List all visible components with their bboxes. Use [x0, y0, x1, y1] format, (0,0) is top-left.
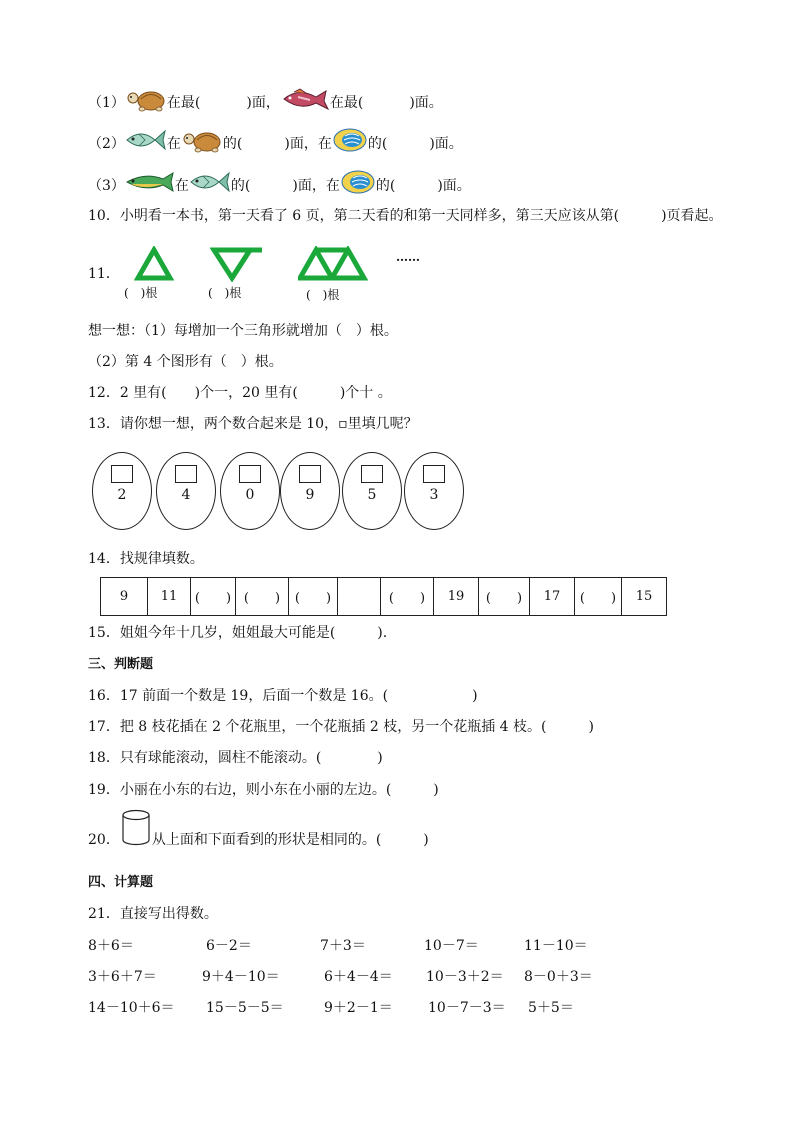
q9-line-1-num: （1）: [88, 95, 125, 111]
triangle-figure-3: [298, 246, 370, 286]
calc-item: 11－10＝: [524, 938, 588, 954]
seq-cell: 15: [622, 578, 667, 616]
q12-text: 12．2 里有( )个一，20 里有( )个十 。: [88, 385, 392, 401]
calc-item: 15－5－5＝: [206, 1000, 284, 1016]
section-3-heading: 三、判断题: [88, 657, 154, 672]
silver-fish-icon: [125, 128, 167, 160]
round-fish-icon: [332, 128, 368, 160]
q13-text: 13．请你想一想，两个数合起来是 10，▫里填几呢？: [88, 416, 418, 432]
calc-item: 3＋6＋7＝: [88, 969, 157, 985]
q9-line-1: （1） 在最( )面， 在最( )面。: [88, 87, 443, 119]
calc-item: 8－0＋3＝: [524, 969, 593, 985]
cylinder-icon: [120, 808, 152, 854]
seq-cell[interactable]: ( ): [381, 578, 434, 616]
silver-fish-icon: [189, 170, 231, 202]
calc-item: 6－2＝: [206, 938, 252, 954]
seq-cell[interactable]: ( ): [575, 578, 622, 616]
answer-box[interactable]: [239, 465, 261, 483]
seq-cell[interactable]: ( ): [191, 578, 236, 616]
calc-item: 14－10＋6＝: [88, 1000, 175, 1016]
calc-item: 9＋2－1＝: [324, 1000, 393, 1016]
answer-box[interactable]: [111, 465, 133, 483]
triangle-label-3: ( )根: [306, 288, 340, 302]
calc-item: 7＋3＝: [320, 938, 366, 954]
oval-6: 3: [404, 452, 464, 530]
q13-ovals: [92, 452, 472, 534]
q9-line-3: （3） 在 的( )面，在 的( )面。: [88, 170, 471, 202]
continuation-dots: ……: [396, 250, 420, 264]
seq-cell[interactable]: ( ): [289, 578, 338, 616]
section-4-heading: 四、计算题: [88, 875, 154, 890]
seq-cell: 9: [101, 578, 148, 616]
round-fish-icon: [340, 170, 376, 202]
seq-cell: 11: [148, 578, 191, 616]
oval-1: 2: [92, 452, 152, 530]
calc-item: 10－3＋2＝: [426, 969, 504, 985]
q20-line: 20． 从上面和下面看到的形状是相同的。( ): [88, 826, 429, 854]
q17-text: 17．把 8 枝花插在 2 个花瓶里，一个花瓶插 2 枝，另一个花瓶插 4 枝。( ): [88, 719, 594, 735]
calc-item: 9＋4－10＝: [202, 969, 280, 985]
answer-box[interactable]: [423, 465, 445, 483]
long-fish-icon: [125, 170, 175, 202]
triangle-figure-2: [210, 246, 266, 286]
q19-text: 19．小丽在小东的右边，则小东在小丽的左边。( ): [88, 782, 439, 798]
calc-item: 5＋5＝: [528, 1000, 574, 1016]
calc-item: 10－7－3＝: [428, 1000, 506, 1016]
q14-text: 14．找规律填数。: [88, 551, 204, 567]
turtle-icon: [181, 128, 223, 160]
seq-cell[interactable]: [338, 578, 381, 616]
oval-5: 5: [342, 452, 402, 530]
q15-text: 15．姐姐今年十几岁，姐姐最大可能是( ).: [88, 625, 388, 641]
answer-box[interactable]: [299, 465, 321, 483]
seq-cell: 17: [530, 578, 575, 616]
oval-4: 9: [280, 452, 340, 530]
seq-cell[interactable]: ( ): [236, 578, 289, 616]
q11-think-1: 想一想：（1）每增加一个三角形就增加（ ）根。: [88, 323, 398, 339]
oval-2: 4: [156, 452, 216, 530]
turtle-icon: [125, 87, 167, 119]
triangle-label-1: ( )根: [124, 286, 158, 300]
q21-text: 21．直接写出得数。: [88, 906, 218, 922]
answer-box[interactable]: [175, 465, 197, 483]
q11-num: 11．: [88, 266, 120, 282]
red-fish-icon: [280, 87, 330, 119]
calc-item: 10－7＝: [424, 938, 479, 954]
triangle-figure-1: [134, 246, 174, 286]
oval-3: 0: [220, 452, 280, 530]
q10-text: 10．小明看一本书，第一天看了 6 页，第二天看的和第一天同样多，第三天应该从第( )页看起。: [88, 208, 723, 224]
calc-item: 8＋6＝: [88, 938, 134, 954]
q11-think-2: （2）第 4 个图形有（ ）根。: [88, 354, 283, 370]
q18-text: 18．只有球能滚动，圆柱不能滚动。( ): [88, 750, 383, 766]
q9-line-2: （2） 在 的( )面，在 的( )面。: [88, 128, 463, 160]
seq-cell: 19: [434, 578, 479, 616]
seq-cell[interactable]: ( ): [479, 578, 530, 616]
q16-text: 16．17 前面一个数是 19，后面一个数是 16。( ): [88, 688, 478, 704]
triangle-label-2: ( )根: [208, 286, 242, 300]
answer-box[interactable]: [361, 465, 383, 483]
q14-sequence-table: [100, 577, 667, 616]
calc-item: 6＋4－4＝: [324, 969, 393, 985]
